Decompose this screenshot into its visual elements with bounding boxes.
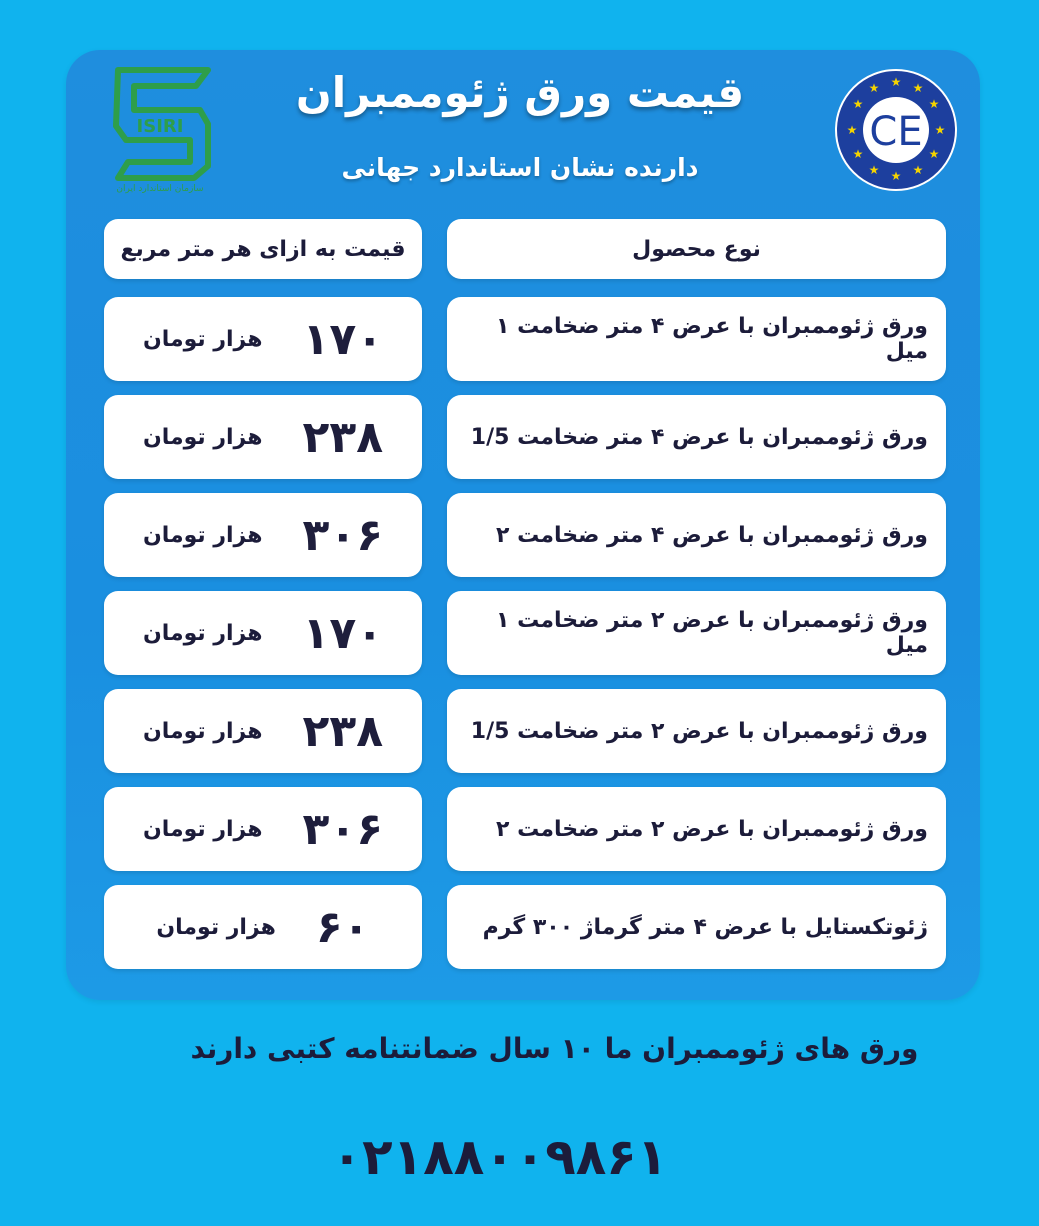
price-cell [104, 395, 422, 479]
price-value: ۲۳۸ [302, 705, 384, 757]
price-value: ۲۳۸ [302, 411, 384, 463]
price-unit: هزار تومان [142, 326, 263, 352]
svg-text:★: ★ [928, 147, 940, 161]
product-cell: ورق ژئوممبران با عرض ۲ متر ضخامت 1/5 [447, 689, 946, 773]
price-unit: هزار تومان [142, 718, 263, 744]
ce-mark-text: CE [869, 109, 923, 155]
price-unit: هزار تومان [142, 816, 263, 842]
product-cell: ورق ژئوممبران با عرض ۴ متر ضخامت ۱ میل [447, 297, 946, 381]
price-cell [104, 787, 422, 871]
svg-text:★: ★ [912, 163, 924, 177]
product-column-header: نوع محصول [447, 219, 946, 279]
svg-text:★: ★ [928, 97, 940, 111]
price-unit: هزار تومان [142, 424, 263, 450]
ce-mark-icon [834, 68, 958, 192]
isiri-standard-logo-icon [104, 66, 220, 194]
price-unit: هزار تومان [142, 620, 263, 646]
price-value: ۶۰ [315, 901, 370, 953]
isiri-logo-caption: سازمان استاندارد ایران [116, 184, 204, 194]
price-cell [104, 591, 422, 675]
price-cell [104, 885, 422, 969]
svg-text:★: ★ [852, 97, 864, 111]
price-cell [104, 689, 422, 773]
svg-text:★: ★ [868, 163, 880, 177]
price-value: ۳۰۶ [302, 803, 384, 855]
price-value: ۳۰۶ [302, 509, 384, 561]
phone-number: ۰۲۱۸۸۰۰۹۸۶۱ [331, 1128, 668, 1186]
price-value: ۱۷۰ [302, 607, 384, 659]
price-cell [104, 297, 422, 381]
svg-text:★: ★ [890, 75, 902, 89]
product-cell: ورق ژئوممبران با عرض ۲ متر ضخامت ۲ [447, 787, 946, 871]
product-cell: ورق ژئوممبران با عرض ۴ متر ضخامت 1/5 [447, 395, 946, 479]
product-cell: ورق ژئوممبران با عرض ۴ متر ضخامت ۲ [447, 493, 946, 577]
svg-text:★: ★ [934, 123, 946, 137]
page-subtitle: دارنده نشان استاندارد جهانی [341, 153, 699, 182]
svg-text:★: ★ [912, 81, 924, 95]
product-cell: ورق ژئوممبران با عرض ۲ متر ضخامت ۱ میل [447, 591, 946, 675]
price-value: ۱۷۰ [302, 313, 384, 365]
product-cell: ژئوتکستایل با عرض ۴ متر گرماژ ۳۰۰ گرم [447, 885, 946, 969]
price-column-header: قیمت به ازای هر متر مربع [104, 219, 422, 279]
page-title: قیمت ورق ژئوممبران [295, 68, 745, 117]
price-unit: هزار تومان [156, 914, 276, 940]
isiri-logo-text: ISIRI [136, 116, 184, 137]
price-cell [104, 493, 422, 577]
warranty-note: ورق های ژئوممبران ما ۱۰ سال ضمانتنامه کتبی دارند [190, 1032, 919, 1065]
svg-text:★: ★ [846, 123, 858, 137]
svg-text:★: ★ [890, 169, 902, 183]
svg-text:★: ★ [868, 81, 880, 95]
price-unit: هزار تومان [142, 522, 263, 548]
svg-text:★: ★ [852, 147, 864, 161]
